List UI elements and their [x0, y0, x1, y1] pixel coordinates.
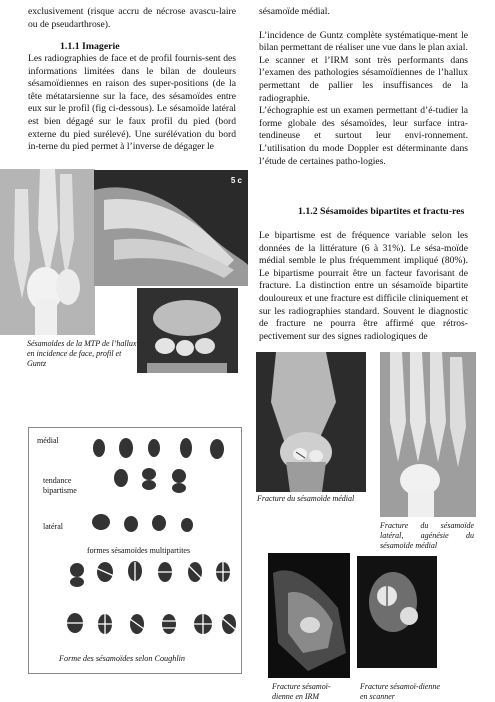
- xray-caption: Sésamoïdes de la MTP de l’hallux en incidence de face, profil et Guntz: [27, 339, 137, 368]
- xray-profile-image: [94, 170, 248, 286]
- coughlin-figure: [28, 427, 242, 674]
- scanner-irm-paragraph: Le scanner et l’IRM sont très performants dans l’examen des pathologies sésamoïdiennes de l’hallux permettant de pallier les insuffisances de la radiographie.: [259, 54, 468, 104]
- irm-caption: Fracture sésamoï-dienne en IRM: [272, 682, 331, 701]
- scanner-caption: Fracture sésamoï-dienne en scanner: [360, 682, 440, 701]
- scanner-image: [357, 556, 437, 668]
- label-lateral: latéral: [43, 522, 63, 531]
- fracture-medial-image: [256, 352, 366, 492]
- fracture-medial-caption: Fracture du sésamoïde médial: [257, 494, 355, 503]
- fracture-lateral-image: [380, 352, 476, 517]
- xray-face-image: [0, 169, 95, 335]
- section-heading-bipartites: 1.1.2 Sésamoïdes bipartites et fractu-res: [298, 206, 465, 217]
- right-top-line: sésamoïde médial.: [259, 6, 330, 17]
- echographie-paragraph: L’échographie est un examen permettant d’é-tudier la forme globale des sésamoïdes, leur surface intra-tendineuse et surtout leur envi-ronnement. L’utilisation du mode Doppler est déterminante dans l’étude de certaines patho-logies.: [259, 105, 468, 167]
- intro-paragraph: exclusivement (risque accru de nécrose avascu-laire ou de pseudarthrose).: [28, 6, 236, 30]
- section-heading-imagerie: 1.1.1 Imagerie: [60, 41, 120, 52]
- fracture-lateral-caption: Fracture du sésamoïde latéral, agénésie du sésamoïde médial: [380, 521, 474, 550]
- sesamoid-shapes: [29, 428, 241, 673]
- xray-marker: 5 c: [230, 176, 242, 185]
- label-tendance: tendance bipartisme: [43, 476, 77, 495]
- imagerie-paragraph: Les radiographies de face et de profil fournis-sent des informations limitées dans le bilan de douleurs sésamoïdiennes en raison des super-positions (de la tête métatarsienne sur la face, des sésamoïdes entre eux sur le profil (fig ci-dessous). Le sésamoïde latéral est bien dégagé sur le faux profil du pied (bord externe du pied surélevé). Une surélévation du bord in-terne du pied permet à l’inverse de dégager le: [28, 53, 236, 153]
- bipartisme-paragraph: Le bipartisme est de fréquence variable selon les données de la littérature (6 à 31%). Le sésa-moïde médial semble le plus fréquemment impliqué (80%). Le bipartisme pourrait être un facteur favorisant de fracture. La distinction entre un sésamoïde bipartite douloureux et une fracture est difficile cliniquement et sur les radiographies standard. Souvent le diagnostic de fracture ne pourra être affirmé que rétros-pectivement sur des signes radiologiques de: [259, 230, 468, 342]
- label-medial: médial: [37, 436, 59, 445]
- irm-image: [268, 553, 350, 678]
- label-multipartites: formes sésamoïdes multipartites: [87, 546, 191, 555]
- coughlin-caption: Forme des sésamoïdes selon Coughlin: [59, 654, 185, 663]
- guntz-paragraph: L’incidence de Guntz complète systématique-ment le bilan permettant de réaliser une vue dans le plan axial.: [259, 29, 468, 54]
- xray-guntz-image: [137, 288, 238, 373]
